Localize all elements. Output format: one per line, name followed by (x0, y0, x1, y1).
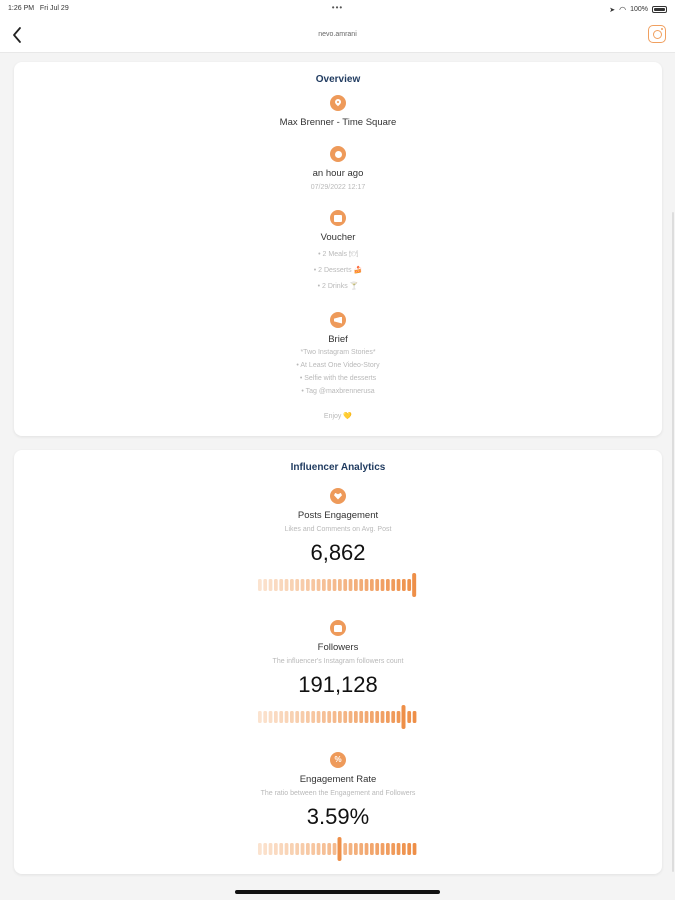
gauge-segment (354, 579, 358, 591)
followers-icon (330, 620, 346, 636)
gauge-segment (311, 711, 315, 723)
brief-item: • At Least One Video-Story (296, 362, 380, 369)
gauge-segment (413, 843, 417, 855)
gauge-segment (354, 843, 358, 855)
brief-item: • Tag @maxbrennerusa (301, 388, 375, 395)
gauge-segment (386, 711, 390, 723)
clock-icon (330, 146, 346, 162)
time-section (14, 146, 662, 192)
metric-label: Engagement Rate (299, 774, 377, 785)
gauge-segment (333, 711, 337, 723)
gauge-segment (343, 711, 347, 723)
status-time: 1:26 PM (8, 5, 35, 12)
gauge-segment (295, 579, 299, 591)
gauge-segment (269, 711, 273, 723)
status-date: Fri Jul 29 (39, 5, 69, 12)
gauge-segment (375, 579, 379, 591)
metric-followers (14, 620, 662, 730)
gauge-segment (258, 843, 262, 855)
metric-engagement-rate (14, 752, 662, 862)
followers-gauge (253, 704, 423, 730)
engagement-rate-gauge (253, 836, 423, 862)
gauge-segment (258, 711, 262, 723)
gauge-segment (290, 843, 294, 855)
gauge-segment (397, 843, 401, 855)
voucher-title: Voucher (320, 232, 356, 243)
gauge-segment (301, 843, 305, 855)
gauge-segment (274, 579, 278, 591)
analytics-card (14, 450, 662, 874)
gauge-segment (407, 579, 411, 591)
gauge-segment (311, 579, 315, 591)
gauge-segment (263, 711, 267, 723)
gauge-segment (311, 843, 315, 855)
brief-title: Brief (328, 334, 348, 345)
voucher-item: • 2 Meals 🍽 (318, 251, 358, 258)
gauge-segment (343, 843, 347, 855)
location-section (14, 95, 662, 128)
percent-icon: % (330, 752, 346, 768)
gauge-segment (317, 579, 321, 591)
status-right (609, 5, 667, 14)
metric-description: The influencer's Instagram followers count (272, 658, 404, 665)
gauge-segment (402, 843, 406, 855)
gauge-segment (317, 843, 321, 855)
gauge-segment (407, 711, 411, 723)
brief-list (14, 346, 662, 398)
gauge-segment (263, 843, 267, 855)
location-name: Max Brenner - Time Square (279, 117, 397, 128)
gauge-segment (349, 579, 353, 591)
gauge-segment (327, 579, 331, 591)
multitasking-dots[interactable]: ••• (331, 3, 344, 12)
gauge-segment (279, 843, 283, 855)
gauge-segment (359, 579, 363, 591)
gauge-segment (290, 579, 294, 591)
instagram-button[interactable] (648, 25, 666, 43)
voucher-item: • 2 Drinks 🍸 (317, 283, 359, 290)
gauge-segment (333, 843, 337, 855)
gauge-segment (279, 711, 283, 723)
gauge-segment (317, 711, 321, 723)
gauge-segment (269, 843, 273, 855)
megaphone-icon (330, 312, 346, 328)
analytics-title: Influencer Analytics (290, 462, 386, 473)
gauge-segment (285, 579, 289, 591)
metric-value: 191,128 (298, 672, 378, 697)
gauge-segment (397, 579, 401, 591)
gauge-segment (354, 711, 358, 723)
overview-title: Overview (315, 74, 361, 85)
gauge-segment (274, 843, 278, 855)
gauge-segment (365, 843, 369, 855)
heart-icon (330, 488, 346, 504)
nav-title: nevo.amrani (318, 31, 357, 38)
gauge-segment (338, 711, 342, 723)
gauge-segment (322, 843, 326, 855)
gauge-segment (285, 843, 289, 855)
brief-footer: Enjoy 💛 (323, 413, 353, 420)
gauge-segment (295, 711, 299, 723)
overview-card (14, 62, 662, 436)
gauge-segment (370, 843, 374, 855)
gauge-segment (269, 579, 273, 591)
gauge-segment (263, 579, 267, 591)
gauge-segment (386, 579, 390, 591)
gauge-segment (359, 711, 363, 723)
location-pin-icon (330, 95, 346, 111)
gauge-segment (327, 711, 331, 723)
gauge-segment (349, 843, 353, 855)
voucher-list (14, 247, 662, 295)
gauge-marker (338, 837, 342, 861)
gauge-segment (258, 579, 262, 591)
metric-label: Followers (317, 642, 359, 653)
gauge-segment (381, 579, 385, 591)
gauge-segment (391, 579, 395, 591)
nav-bar (0, 18, 675, 53)
gauge-segment (322, 711, 326, 723)
voucher-icon (330, 210, 346, 226)
gauge-segment (333, 579, 337, 591)
battery-percent: 100% (630, 6, 648, 13)
gauge-marker (402, 705, 406, 729)
gauge-segment (397, 711, 401, 723)
home-indicator[interactable] (235, 890, 440, 894)
metric-label: Posts Engagement (297, 510, 379, 521)
gauge-segment (306, 843, 310, 855)
engagement-gauge (253, 572, 423, 598)
gauge-segment (365, 711, 369, 723)
gauge-segment (359, 843, 363, 855)
gauge-segment (301, 711, 305, 723)
gauge-segment (274, 711, 278, 723)
gauge-segment (391, 711, 395, 723)
status-bar (0, 0, 675, 18)
brief-item: *Two Instagram Stories* (300, 349, 376, 356)
gauge-segment (285, 711, 289, 723)
gauge-segment (365, 579, 369, 591)
gauge-segment (407, 843, 411, 855)
time-ago: an hour ago (312, 168, 364, 179)
gauge-marker (412, 573, 416, 597)
metric-description: Likes and Comments on Avg. Post (284, 526, 392, 533)
metric-value: 6,862 (310, 540, 366, 565)
brief-section (14, 312, 662, 421)
gauge-segment (306, 579, 310, 591)
gauge-segment (301, 579, 305, 591)
gauge-segment (370, 579, 374, 591)
wifi-icon: ◠ (619, 5, 627, 14)
gauge-segment (349, 711, 353, 723)
gauge-segment (370, 711, 374, 723)
brief-item: • Selfie with the desserts (299, 375, 377, 382)
scrollbar[interactable] (672, 212, 674, 872)
gauge-segment (381, 843, 385, 855)
gauge-segment (402, 579, 406, 591)
timestamp: 07/29/2022 12:17 (310, 184, 366, 191)
battery-icon (652, 6, 667, 13)
gauge-segment (327, 843, 331, 855)
gauge-segment (375, 843, 379, 855)
gauge-segment (343, 579, 347, 591)
gauge-segment (295, 843, 299, 855)
gauge-segment (290, 711, 294, 723)
metric-description: The ratio between the Engagement and Followers (260, 790, 416, 797)
gauge-segment (391, 843, 395, 855)
gauge-segment (413, 711, 417, 723)
voucher-item: • 2 Desserts 🍰 (313, 267, 363, 274)
gauge-segment (322, 579, 326, 591)
gauge-segment (381, 711, 385, 723)
gauge-segment (338, 579, 342, 591)
gauge-segment (279, 579, 283, 591)
voucher-section (14, 210, 662, 295)
metric-value: 3.59% (306, 804, 370, 829)
gauge-segment (386, 843, 390, 855)
metric-posts-engagement (14, 488, 662, 598)
gauge-segment (306, 711, 310, 723)
gauge-segment (375, 711, 379, 723)
location-icon: ➤ (609, 6, 616, 14)
